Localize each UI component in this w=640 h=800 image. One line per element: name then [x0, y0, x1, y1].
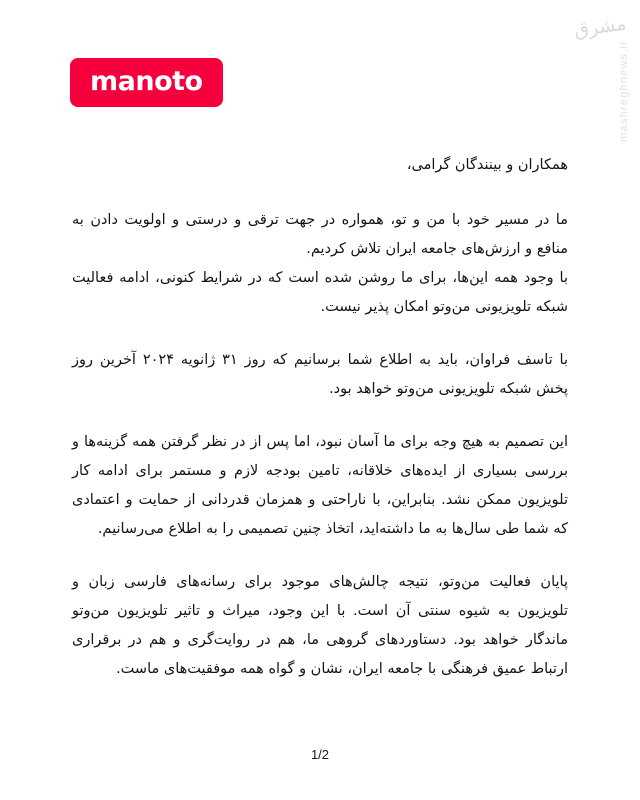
watermark-logo: مشرق	[572, 12, 628, 42]
manoto-logo	[70, 58, 223, 107]
paragraph-3: این تصمیم به هیچ وجه برای ما آسان نبود، اما پس از در نظر گرفتن همه گزینه‌ها و بررسی بسیاری از ایده‌های خلاقانه، تامین بودجه لازم و مستمر برای ادامه کار تلویزیون ممکن نشد. بنابراین، با ناراحتی و همزمان قدردانی از حمایت و اعتمادی که شما طی سال‌ها به ما داشته‌اید، اتخاذ چنین تصمیمی را به اطلاع می‌رسانیم.	[72, 433, 568, 537]
page-number: 1/2	[310, 747, 330, 762]
watermark-url: mashreghnews.ir	[618, 40, 630, 142]
salutation: همکاران و بینندگان گرامی،	[406, 157, 568, 173]
watermark	[520, 0, 640, 150]
paragraph-4: پایان فعالیت من‌وتو، نتیجه چالش‌های موجود برای رسانه‌های فارسی زبان و تلویزیون به شیوه سنتی آن است. با این وجود، میراث و تاثیر تلویزیون من‌وتو ماندگار خواهد بود. دستاوردهای گروهی ما، هم در روایت‌گری و هم در برقراری ارتباط عمیق فرهنگی با جامعه ایران، نشان و گواه همه موفقیت‌های ماست.	[72, 573, 568, 677]
manoto-logo-text: manoto	[90, 66, 203, 97]
letter-body	[72, 152, 568, 684]
paragraph-2: با تاسف فراوان، باید به اطلاع شما برسانیم که روز ۳۱ ژانویه ۲۰۲۴ آخرین روز پخش شبکه تلویزیونی من‌وتو خواهد بود.	[72, 351, 569, 397]
paragraph-1: ما در مسیر خود با من و تو، همواره در جهت ترقی و درستی و اولویت دادن به منافع و ارزش‌های جامعه ایران تلاش کردیم. با وجود همه این‌ها، برای ما روشن شده است که در شرایط کنونی، ادامه فعالیت شبکه تلویزیونی من‌وتو امکان پذیر نیست.	[72, 211, 568, 315]
